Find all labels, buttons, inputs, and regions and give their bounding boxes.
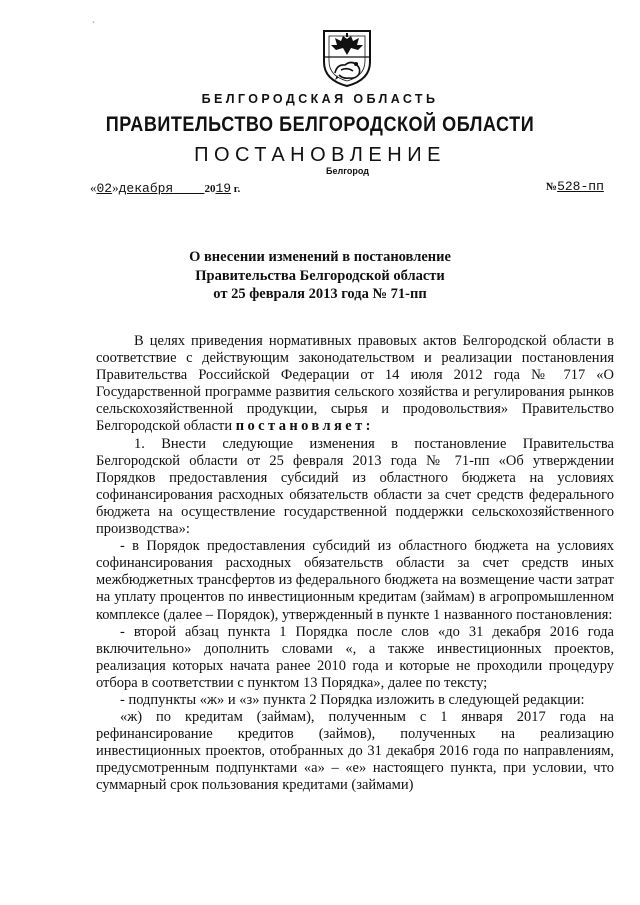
paragraph-item-1: 1. Внести следующие изменения в постановление Правительства Белгородской области от 25 февраля 2013 года № 71-пп «Об утверждении Порядков предоставления субсидий из областного бюджета на условиях софинансирования расходных обязательств области за счет средств федерального бюджета на осуществление государственной поддержки сельскохозяйственного производства»:: [96, 435, 614, 538]
decree-heading: ПОСТАНОВЛЕНИЕ: [194, 144, 446, 166]
paragraph-amendment-p2: - подпункты «ж» и «з» пункта 2 Порядка изложить в следующей редакции:: [120, 691, 585, 708]
corner-mark: `: [92, 20, 95, 30]
decree-number: [546, 178, 604, 194]
title-line: Правительства Белгородской области: [195, 267, 445, 284]
decree-date: [90, 180, 240, 196]
number-sign: №: [546, 181, 558, 193]
belgorod-coat-of-arms-emblem: [321, 28, 373, 88]
paragraph-amendment-order: - в Порядок предоставления субсидий из областного бюджета на условиях софинансирования расходных обязательств области за счет средств иных межбюджетных трансфертов из федерального бюджета на возмещение части затрат на уплату процентов по инвестиционным кредитам (займам) в агропромышленном комплексе (далее – Порядок), утвержденный в пункте 1 названного постановления:: [96, 538, 614, 623]
number-value: 528-пп: [557, 179, 604, 194]
preamble-text: В целях приведения нормативных правовых актов Белгородской области в соответствие с действующим законодательством и реализации постановления Правительства Российской Федерации от 14 июля 2012 года № 717 «О Государственной программе развития сельского хозяйства и регулирования рынков сельскохозяйственной продукции, сырья и продовольствия» Правительство Белгородской области: [96, 333, 614, 435]
paragraph-amendment-p1: - второй абзац пункта 1 Порядка после слов «до 31 декабря 2016 года включительно» дополнить словами «, а также инвестиционных проектов, реализация которых начата ранее 2010 года и которые не проходили процедуру отбора в соответствии с пунктом 13 Порядка», далее по тексту;: [96, 623, 614, 691]
title-line: от 25 февраля 2013 года № 71-пп: [213, 286, 427, 302]
date-day: 02: [96, 181, 113, 196]
city-label: Белгород: [326, 166, 369, 176]
title-line: О внесении изменений в постановление: [189, 249, 451, 265]
date-quote-open: «: [90, 180, 97, 195]
date-year-abbr: г.: [233, 183, 241, 195]
government-heading: ПРАВИТЕЛЬСТВО БЕЛГОРОДСКОЙ ОБЛАСТИ: [105, 113, 535, 136]
paragraph-preamble: [96, 333, 614, 436]
region-heading: БЕЛГОРОДСКАЯ ОБЛАСТЬ: [201, 92, 439, 106]
document-title: [0, 248, 640, 304]
paragraph-subitem-zh: «ж) по кредитам (займам), полученным с 1 января 2017 года на рефинансирование кредитов (займов), полученных на реализацию инвестиционных проектов, отобранных до 31 декабря 2016 года по направлениям, предусмотренным подпунктами «а» – «е» настоящего пункта, при условии, что суммарный срок пользования кредитами (займами): [96, 709, 614, 794]
date-year-prefix: 20: [204, 183, 216, 195]
document-body: [96, 333, 614, 795]
date-month: декабря: [118, 181, 174, 196]
date-quote-close: »: [112, 180, 119, 195]
date-year-suffix: 19: [215, 181, 232, 196]
preamble-resolves: постановляет:: [235, 418, 374, 435]
